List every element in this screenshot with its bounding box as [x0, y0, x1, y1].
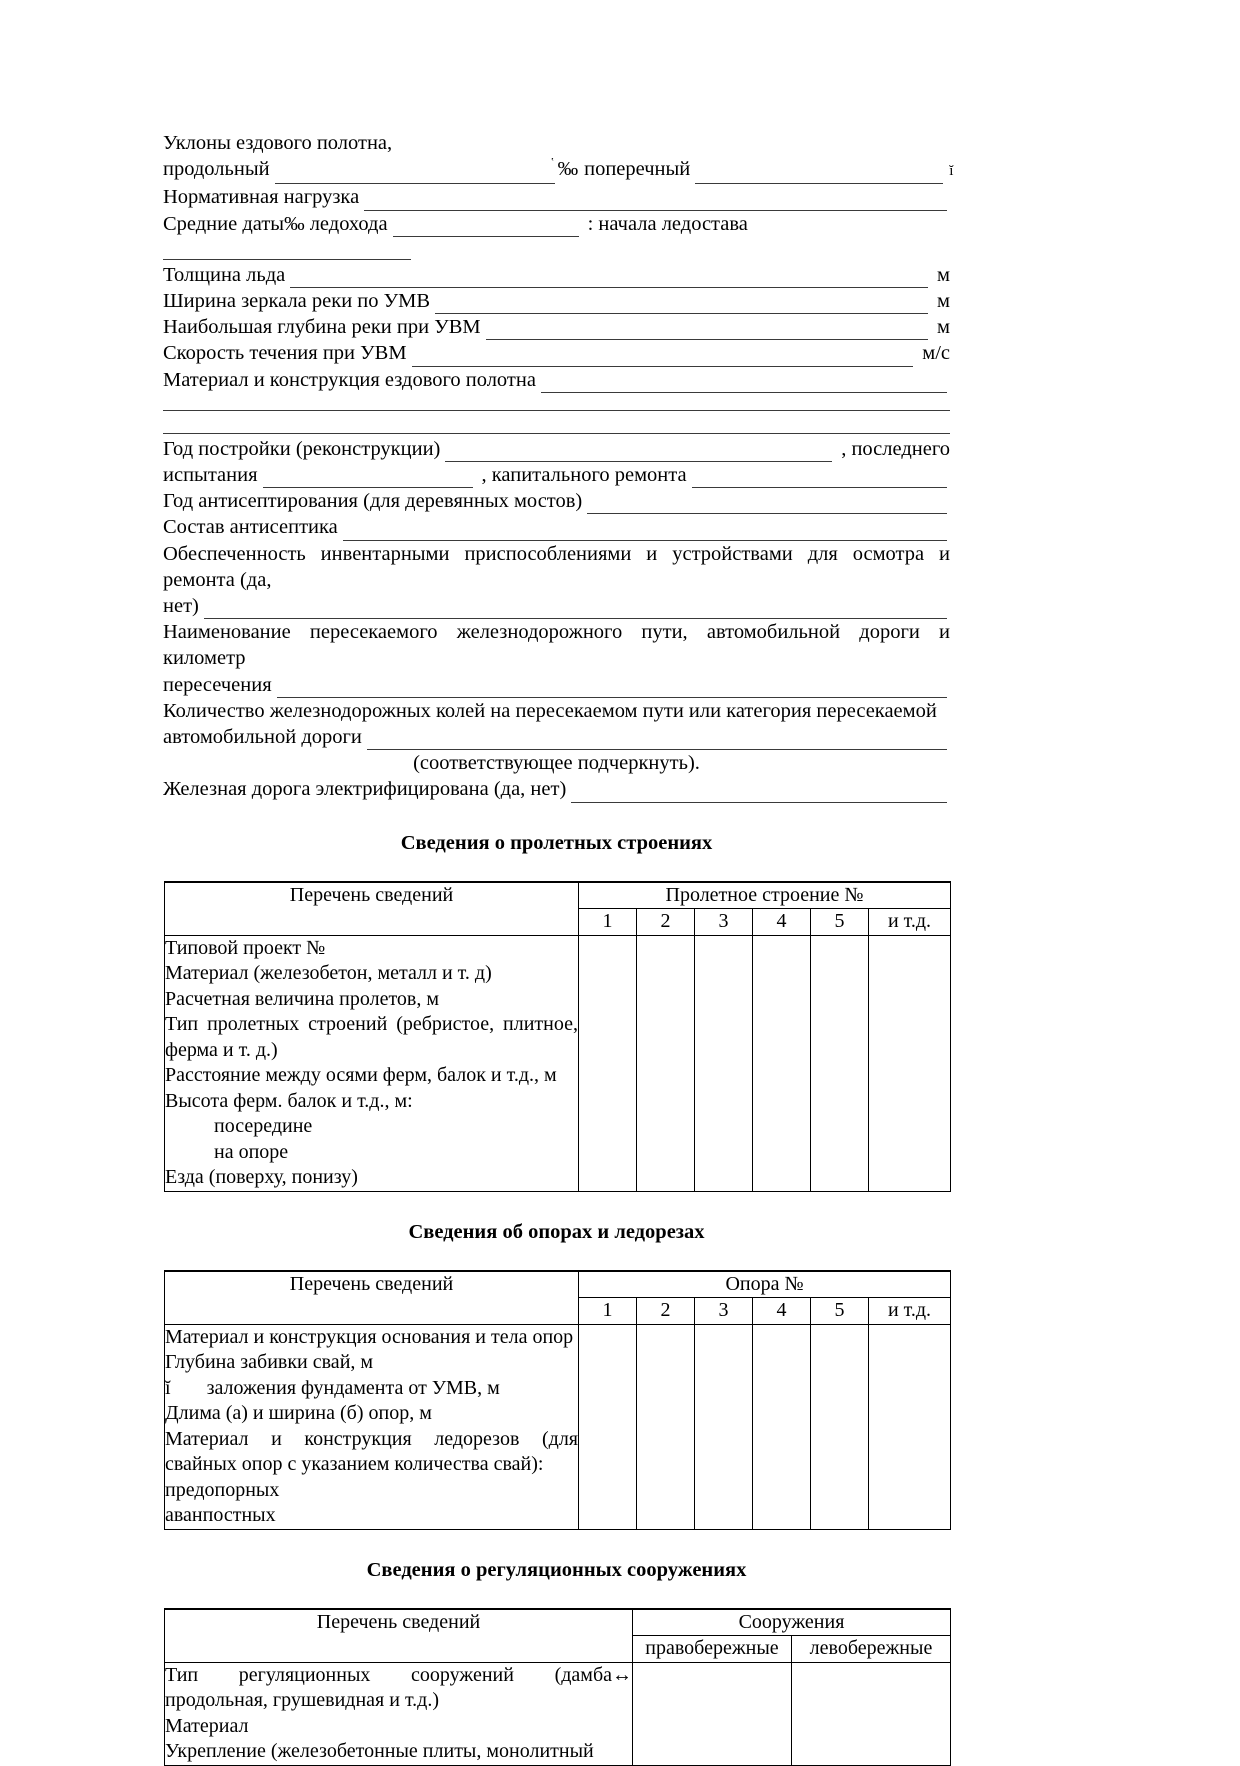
form-line-inventory	[163, 541, 950, 593]
form-line-normative-load	[163, 184, 950, 210]
spans-row-8: на опоре	[214, 1140, 289, 1163]
regulation-cell-right[interactable]	[633, 1662, 792, 1765]
permil-tick-icon: ‛	[550, 156, 555, 169]
form-line-build-year	[163, 436, 950, 462]
spans-cell-etc[interactable]	[869, 935, 951, 1191]
supports-num-2: 2	[637, 1298, 695, 1325]
river-width-unit: м	[937, 290, 950, 313]
supports-body-row	[165, 1324, 951, 1529]
spans-col-header-group: Пролетное строение №	[579, 882, 951, 909]
supports-num-1: 1	[579, 1298, 637, 1325]
supports-num-3: 3	[695, 1298, 753, 1325]
spans-col-header-list: Перечень сведений	[165, 882, 579, 936]
supports-cell-3[interactable]	[695, 1324, 753, 1529]
supports-cell-etc[interactable]	[869, 1324, 951, 1529]
form-line-crossing-name-cont	[163, 672, 950, 698]
supports-col-header-list: Перечень сведений	[165, 1271, 579, 1325]
ice-thickness-label: Толщина льда	[163, 263, 286, 286]
spans-body-row	[165, 935, 951, 1191]
test-date-input[interactable]	[263, 470, 473, 488]
spans-table-wrap	[163, 881, 950, 1192]
max-depth-unit: м	[937, 316, 950, 339]
river-width-label: Ширина зеркала реки по УМВ	[163, 290, 431, 313]
electrified-input[interactable]	[571, 785, 947, 803]
ice-start-label: : начала ледостава	[587, 212, 748, 235]
grades-label: Уклоны ездового полотна,	[163, 132, 393, 154]
form-line-flow-speed	[163, 340, 950, 366]
longitudinal-input[interactable]	[275, 166, 555, 184]
spans-table	[164, 881, 951, 1192]
supports-cell-2[interactable]	[637, 1324, 695, 1529]
supports-row-3-text: заложения фундамента от УМВ, м	[206, 1376, 500, 1399]
form-line-roadway-material	[163, 367, 950, 393]
regulation-col-header-list: Перечень сведений	[165, 1609, 633, 1663]
form-line-inventory-cont	[163, 593, 950, 619]
inventory-label: Обеспеченность инвентарными приспособлениями и устройствами для осмотра и ремонта (да,	[163, 542, 950, 591]
max-depth-input[interactable]	[486, 322, 928, 340]
spans-cell-5[interactable]	[811, 935, 869, 1191]
supports-col-header-group: Опора №	[579, 1271, 951, 1298]
spans-num-4: 4	[753, 909, 811, 936]
antiseptic-composition-label: Состав антисептика	[163, 516, 338, 539]
spans-cell-3[interactable]	[695, 935, 753, 1191]
supports-row-1: Материал и конструкция основания и тела опор	[165, 1325, 574, 1348]
flow-speed-input[interactable]	[412, 349, 914, 367]
regulation-table-wrap	[163, 1608, 950, 1766]
supports-row-4: Длима (а) и ширина (б) опор, м	[165, 1402, 432, 1425]
crossing-name-input[interactable]	[277, 680, 947, 698]
supports-row-3	[165, 1376, 578, 1402]
form-line-tracks-count	[163, 698, 950, 724]
spans-num-etc: и т.д.	[869, 909, 951, 936]
inventory-input[interactable]	[204, 601, 947, 619]
spans-row-3: Расчетная величина пролетов, м	[165, 987, 440, 1010]
regulation-subheader-right: правобережные	[633, 1636, 792, 1663]
form-line-test	[163, 462, 950, 488]
form-line-max-depth	[163, 314, 950, 340]
form-line-antiseptic-year	[163, 488, 950, 514]
regulation-row-2: Материал	[165, 1714, 249, 1737]
form-line-grades	[163, 130, 950, 156]
roadway-material-input-cont-2[interactable]	[163, 433, 950, 434]
flow-speed-unit: м/с	[922, 342, 950, 365]
river-width-input[interactable]	[435, 296, 928, 314]
supports-row-7: аванпостных	[165, 1504, 276, 1527]
spans-num-1: 1	[579, 909, 637, 936]
regulation-header-row-1	[165, 1609, 951, 1636]
section-title-regulation: Сведения о регуляционных сооружениях	[366, 1558, 747, 1581]
regulation-table	[164, 1608, 951, 1766]
supports-table-wrap	[163, 1270, 950, 1530]
crossing-name-label: Наименование пересекаемого железнодорожного пути, автомобильной дороги и километр	[163, 621, 950, 670]
supports-num-etc: и т.д.	[869, 1298, 951, 1325]
antiseptic-year-input[interactable]	[587, 496, 947, 514]
supports-row-3-marker: ĭ	[165, 1376, 171, 1399]
longitudinal-label: продольный	[163, 158, 270, 181]
transverse-trailing-mark: ĭ	[949, 163, 954, 180]
build-year-tail: , последнего	[841, 437, 950, 460]
roadway-material-input-cont-1[interactable]	[163, 410, 950, 411]
spans-row-1: Типовой проект №	[165, 936, 326, 959]
section-title-spans: Сведения о пролетных строениях	[400, 831, 713, 854]
supports-row-labels	[165, 1324, 579, 1529]
inventory-label-2: нет)	[163, 595, 199, 618]
spans-num-3: 3	[695, 909, 753, 936]
antiseptic-year-label: Год антисептирования (для деревянных мостов)	[163, 490, 583, 513]
spans-row-5: Расстояние между осями ферм, балок и т.д., м	[165, 1064, 557, 1087]
spans-cell-1[interactable]	[579, 935, 637, 1191]
ice-drift-date-input[interactable]	[393, 219, 579, 237]
spans-row-2: Материал (железобетон, металл и т. д)	[165, 962, 492, 985]
regulation-row-labels	[165, 1662, 633, 1765]
supports-header-row-1	[165, 1271, 951, 1298]
ice-start-date-input[interactable]	[163, 259, 411, 260]
form-line-crossing-name	[163, 619, 950, 671]
regulation-row-3: Укрепление (железобетонные плиты, монолитный	[165, 1740, 594, 1763]
transverse-input[interactable]	[695, 166, 943, 184]
average-dates-label: Средние даты‰ ледохода	[163, 212, 388, 235]
regulation-row-1: Тип регуляционных сооружений (дамба↔ продольная, грушевидная и т.д.)	[165, 1663, 632, 1712]
supports-row-6: предопорных	[165, 1478, 280, 1501]
supports-num-4: 4	[753, 1298, 811, 1325]
spans-row-9: Езда (поверху, понизу)	[165, 1166, 358, 1189]
form-line-tracks-count-cont	[163, 724, 950, 750]
supports-row-5: Материал и конструкция ледорезов (для свайных опор с указанием количества свай):	[165, 1427, 578, 1476]
supports-row-2: Глубина забивки свай, м	[165, 1351, 374, 1374]
antiseptic-composition-input[interactable]	[343, 523, 947, 541]
build-year-label: Год постройки (реконструкции)	[163, 437, 441, 460]
regulation-cell-left[interactable]	[792, 1662, 951, 1765]
overhaul-label: , капитального ремонта	[481, 464, 687, 487]
regulation-body-row	[165, 1662, 951, 1765]
overhaul-date-input[interactable]	[692, 470, 947, 488]
normative-load-label: Нормативная нагрузка	[163, 186, 360, 209]
ice-thickness-input[interactable]	[290, 270, 928, 288]
flow-speed-label: Скорость течения при УВМ	[163, 342, 407, 365]
supports-cell-4[interactable]	[753, 1324, 811, 1529]
supports-table	[164, 1270, 951, 1530]
test-label: испытания	[163, 464, 258, 487]
normative-load-input[interactable]	[364, 193, 947, 211]
electrified-label: Железная дорога электрифицирована (да, нет)	[163, 778, 567, 801]
form-line-average-dates	[163, 211, 950, 237]
tracks-count-label: Количество железнодорожных колей на пересекаемом пути или категория пересекаемой	[163, 699, 937, 722]
section-title-supports: Сведения об опорах и ледорезах	[408, 1220, 705, 1243]
form-line-electrified	[163, 776, 950, 802]
form-line-longitudinal	[163, 156, 954, 184]
supports-cell-1[interactable]	[579, 1324, 637, 1529]
build-year-input[interactable]	[445, 444, 832, 462]
form-line-ice-thickness	[163, 262, 950, 288]
supports-cell-5[interactable]	[811, 1324, 869, 1529]
regulation-col-header-group: Сооружения	[633, 1609, 951, 1636]
spans-num-5: 5	[811, 909, 869, 936]
spans-header-row-1	[165, 882, 951, 909]
permil-symbol: ‛ ‰	[558, 156, 579, 182]
underline-note: (соответствующее подчеркнуть).	[413, 752, 700, 775]
spans-cell-2[interactable]	[637, 935, 695, 1191]
ice-thickness-unit: м	[937, 263, 950, 286]
regulation-subheader-left: левобережные	[792, 1636, 951, 1663]
crossing-name-label-2: пересечения	[163, 673, 272, 696]
max-depth-label: Наибольшая глубина реки при УВМ	[163, 316, 481, 339]
tracks-count-label-2: автомобильной дороги	[163, 726, 362, 749]
spans-row-6: Высота ферм. балок и т.д., м:	[165, 1089, 413, 1112]
spans-cell-4[interactable]	[753, 935, 811, 1191]
spans-row-4: Тип пролетных строений (ребристое, плитное, ферма и т. д.)	[165, 1013, 578, 1061]
tracks-count-input[interactable]	[367, 732, 947, 750]
spans-row-labels	[165, 935, 579, 1191]
roadway-material-label: Материал и конструкция ездового полотна	[163, 368, 536, 391]
transverse-label: поперечный	[584, 158, 691, 181]
document-content	[163, 130, 954, 1766]
spans-num-2: 2	[637, 909, 695, 936]
form-line-antiseptic-composition	[163, 514, 950, 540]
roadway-material-input[interactable]	[541, 375, 947, 393]
form-line-river-width	[163, 288, 950, 314]
spans-row-7: посередине	[214, 1115, 313, 1138]
supports-num-5: 5	[811, 1298, 869, 1325]
